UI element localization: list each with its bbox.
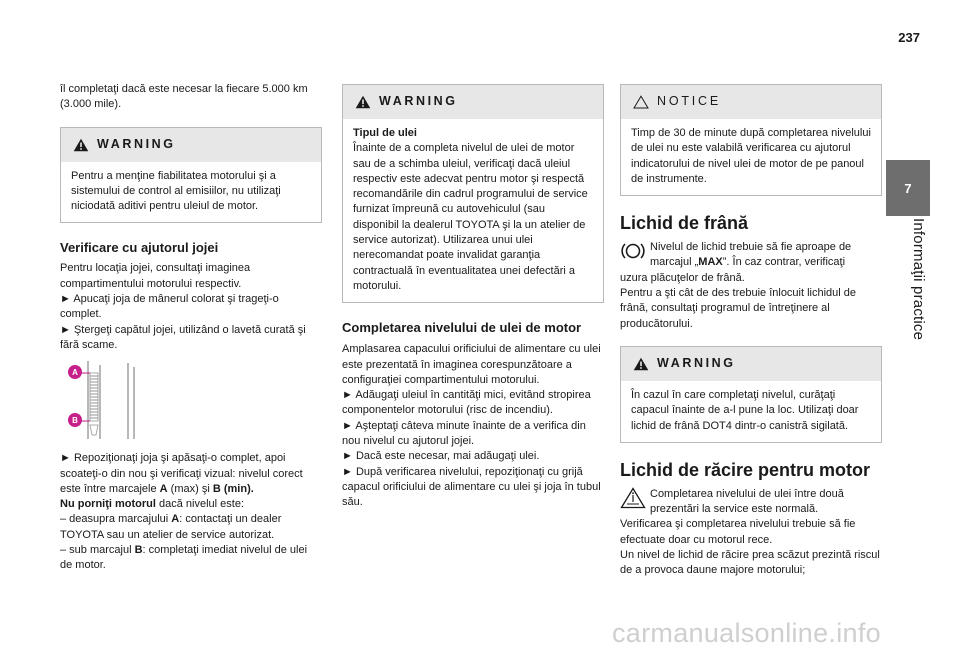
step-item <box>60 451 322 497</box>
dash2-pre: – sub marcajul <box>60 544 135 557</box>
step-item: ► Ştergeţi capătul jojei, utilizând o lavetă curată şi fără scame. <box>60 323 306 351</box>
paragraph: uzura plăcuţelor de frână. <box>620 271 745 284</box>
warning-title: WARNING <box>97 136 176 151</box>
coolant-row <box>620 487 882 518</box>
warning-box <box>620 346 882 443</box>
step3-text: ► Repoziţionaţi joja şi apăsaţi-o complet, apoi scoateţi-o din nou şi verificaţi vizual: nivelul corect este între marcajele <box>60 452 303 495</box>
notice-text: Timp de 30 de minute după completarea nivelului de ulei nu este valabilă verificarea cu ajutorul indicatorului de nivel ulei de motor de pe panoul de instrumente. <box>631 127 871 185</box>
step-item: ► Adăugaţi uleiul în cantităţi mici, evitând stropirea componentelor motorului (risc de incendiu). <box>342 389 591 417</box>
step-item: ► Dacă este necesar, mai adăugaţi ulei. <box>342 450 540 463</box>
coolant-lead <box>650 487 844 518</box>
dipstick-illustration <box>60 359 322 441</box>
brake-lead-2-pre: marcajul „ <box>650 256 699 269</box>
warning-header <box>621 347 881 381</box>
warning-header <box>343 85 603 119</box>
brake-lead <box>650 240 851 271</box>
brake-max: MAX <box>698 256 723 269</box>
mark-a: A <box>159 482 168 495</box>
dash-item <box>60 512 322 543</box>
coolant-lead-2: prezentări la service este normală. <box>650 503 819 516</box>
warning-triangle-icon <box>73 138 89 152</box>
oil-type-title: Tipul de ulei <box>353 127 417 139</box>
coolant-lead-1: Completarea nivelului de ulei între două <box>650 487 844 500</box>
column-3 <box>620 84 882 579</box>
info-triangle-icon <box>620 487 650 518</box>
warning-title: WARNING <box>379 94 458 109</box>
dash2-mark: B <box>134 544 143 557</box>
section-heading: Lichid de răcire pentru motor <box>620 459 871 480</box>
chapter-title: Informaţii practice <box>910 218 927 341</box>
column-2 <box>342 84 604 511</box>
brake-lead-2 <box>650 255 851 270</box>
paragraph: Amplasarea capacului orificiului de alimentare cu ulei este prezentată în imaginea corespunzătoare a configuraţiei compartimentului motorului. <box>342 343 601 386</box>
max-text: (max) şi <box>167 482 213 495</box>
step-item: ► Aşteptaţi câteva minute înainte de a verifica din nou nivelul cu ajutorul jojei. <box>342 419 586 448</box>
notice-title: NOTICE <box>657 94 722 109</box>
paragraph: Un nivel de lichid de răcire prea scăzut prezintă riscul de a provoca daune majore motorului; <box>620 549 880 577</box>
dash2-post: : completaţi imediat nivelul de ulei de motor. <box>60 544 308 572</box>
warning-box <box>342 84 604 303</box>
mark-b-min: B (min). <box>212 482 254 495</box>
paragraph: Pentru locaţia jojei, consultaţi imaginea compartimentului motorului respectiv. <box>60 262 251 290</box>
brake-lead-1: Nivelul de lichid trebuie să fie aproape de <box>650 241 852 254</box>
dash-item <box>60 543 322 574</box>
chapter-tab[interactable]: 7 <box>886 160 930 216</box>
warning-header <box>61 128 321 162</box>
level-text: dacă nivelul este: <box>155 498 244 511</box>
watermark: carmanualsonline.info <box>612 618 881 648</box>
step-item: ► Apucaţi joja de mânerul colorat şi trageţi-o complet. <box>60 293 279 321</box>
engine-warning-line <box>60 497 322 512</box>
warning-triangle-icon <box>633 357 649 371</box>
dipstick-drawing <box>70 359 190 441</box>
section-heading: Verificare cu ajutorul jojei <box>60 240 219 256</box>
section-heading: Lichid de frână <box>620 213 749 234</box>
paragraph: Verificarea şi completarea nivelului trebuie să fie efectuate doar cu motorul rece. <box>620 518 856 546</box>
warning-title: WARNING <box>657 356 736 371</box>
column-1 <box>60 82 322 574</box>
warning-box <box>60 127 322 224</box>
warning-text: În cazul în care completaţi nivelul, curăţaţi capacul înainte de a-l pune la loc. Utilizaţi doar lichid de frână DOT4 dintr-o canistră sigilată. <box>631 388 859 432</box>
warning-text: Pentru a menţine fiabilitatea motorului şi a sistemului de control al emisiilor, nu utilizaţi niciodată aditivi pentru uleiul de motor. <box>71 169 281 213</box>
paragraph: Pentru a şti cât de des trebuie înlocuit lichidul de frână, consultaţi programul de întreţinere al producătorului. <box>620 287 857 330</box>
marker-a-label: A <box>72 367 78 377</box>
notice-box <box>620 84 882 196</box>
page-number: 237 <box>898 30 920 45</box>
brake-fluid-row <box>620 240 882 271</box>
warning-text: Înainte de a completa nivelul de ulei de motor sau de a schimba uleiul, verificaţi dacă uleiul respectiv este adecvat pentru motor şi respectă recomandările din cadrul programului de service furnizat împreună cu autovehiculul (sau disponibil la dealerul TOYOTA şi la un atelier de service autorizat). Utilizarea unui ulei nerecomandat poate invalidat garanţia contractuală în eventualitatea unei defectări a motorului. <box>353 142 588 292</box>
warning-triangle-icon <box>355 95 371 109</box>
section-heading: Completarea nivelului de ulei de motor <box>342 320 582 336</box>
dash1-mark: A <box>171 513 180 526</box>
brake-lead-2-post: ”. În caz contrar, verificaţi <box>722 256 846 269</box>
warning-body <box>343 119 603 302</box>
intro-text: îl completaţi dacă este necesar la fiecare 5.000 km (3.000 mile). <box>60 83 308 111</box>
brake-warning-icon <box>620 240 650 271</box>
marker-b-label: B <box>72 415 78 425</box>
dash1-pre: – deasupra marcajului <box>60 513 172 526</box>
notice-triangle-icon <box>633 95 649 109</box>
step-item: ► După verificarea nivelului, repoziţionaţi cu grijă capacul orificiului de alimentare cu ulei şi joja în tubul său. <box>342 465 601 509</box>
dash1-post: : contactaţi un dealer TOYOTA sau un atelier de service autorizat. <box>60 513 282 541</box>
notice-header <box>621 85 881 119</box>
do-not-start-text: Nu porniţi motorul <box>60 498 156 511</box>
